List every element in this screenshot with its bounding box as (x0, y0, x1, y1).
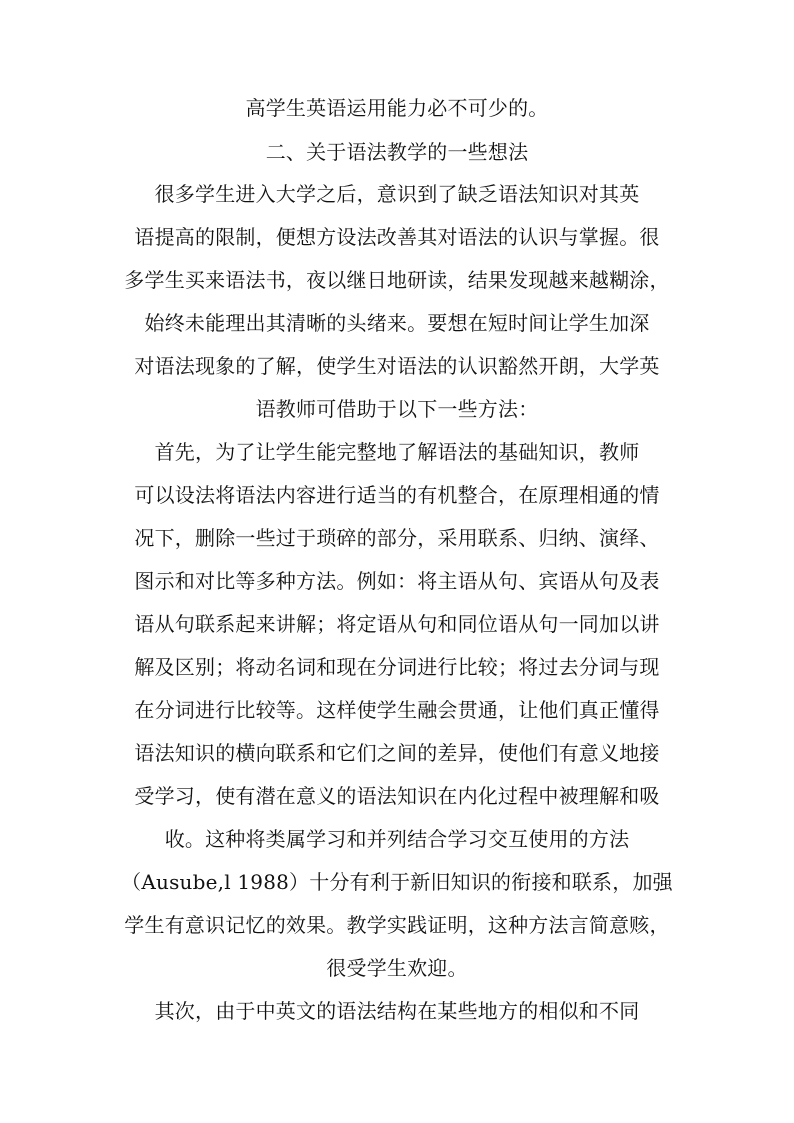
text-line: 在分词进行比较等。这样使学生融会贯通，让他们真正懂得 (134, 698, 660, 722)
section-heading: 二、关于语法教学的一些想法 (265, 140, 529, 164)
text-line: 其次，由于中英文的语法结构在某些地方的相似和不同 (154, 999, 640, 1023)
text-line: 图示和对比等多种方法。例如：将主语从句、宾语从句及表 (134, 569, 660, 593)
text-line: 很多学生进入大学之后，意识到了缺乏语法知识对其英 (154, 182, 640, 206)
text-line: 收。这种将类属学习和并列结合学习交互使用的方法 (164, 827, 630, 851)
text-line: 受学习，使有潜在意义的语法知识在内化过程中被理解和吸 (134, 784, 660, 808)
text-line: 多学生买来语法书，夜以继日地研读，结果发现越来越糊涂， (124, 268, 670, 292)
text-line: 首先，为了让学生能完整地了解语法的基础知识，教师 (154, 440, 640, 464)
text-line: （Ausube,l 1988）十分有利于新旧知识的衔接和联系，加强 (121, 870, 673, 894)
text-line: 学生有意识记忆的效果。教学实践证明，这种方法言简意赅， (124, 913, 670, 937)
text-line: 高学生英语运用能力必不可少的。 (245, 96, 549, 120)
text-line: 可以设法将语法内容进行适当的有机整合，在原理相通的情 (134, 483, 660, 507)
text-line: 语提高的限制，便想方设法改善其对语法的认识与掌握。很 (134, 225, 660, 249)
text-line: 对语法现象的了解，使学生对语法的认识豁然开朗，大学英 (134, 354, 660, 378)
text-line: 语法知识的横向联系和它们之间的差异，使他们有意义地接 (134, 741, 660, 765)
text-line: 语教师可借助于以下一些方法： (255, 397, 539, 421)
text-line: 解及区别；将动名词和现在分词进行比较；将过去分词与现 (134, 655, 660, 679)
text-line: 语从句联系起来讲解；将定语从句和同位语从句一同加以讲 (134, 612, 660, 636)
text-line: 很受学生欢迎。 (326, 956, 468, 980)
text-line: 况下，删除一些过于琐碎的部分，采用联系、归纳、演绎、 (134, 526, 660, 550)
text-line: 始终未能理出其清晰的头绪来。要想在短时间让学生加深 (144, 311, 650, 335)
